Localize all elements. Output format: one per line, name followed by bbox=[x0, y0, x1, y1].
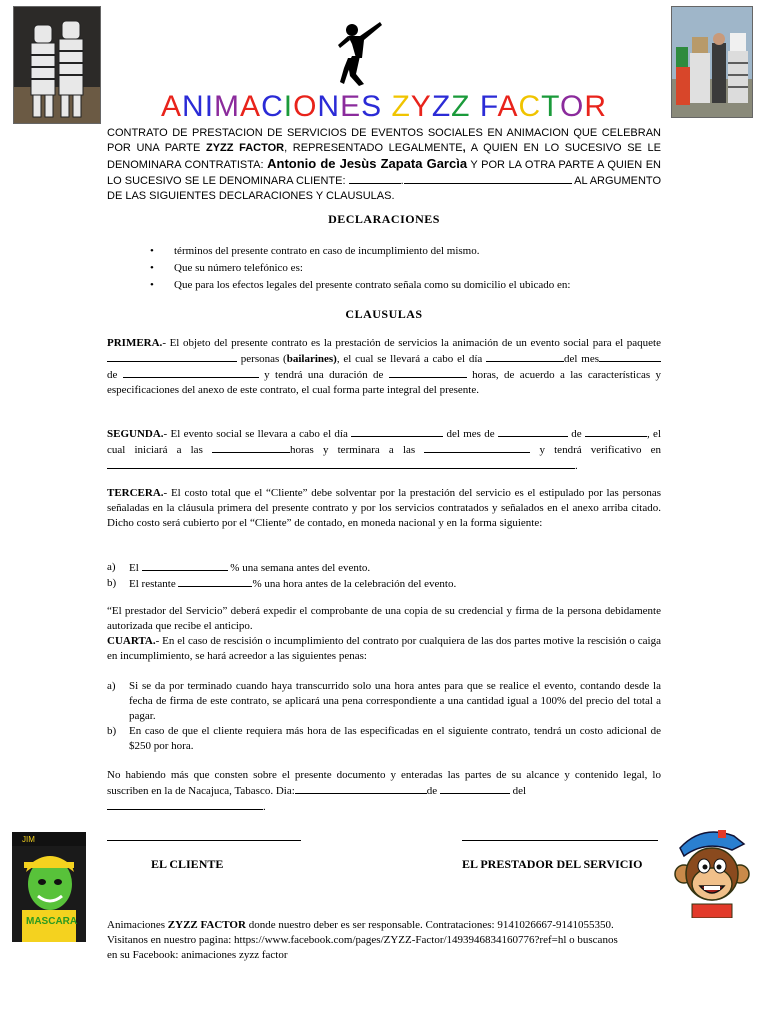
cliente-signature-line[interactable] bbox=[107, 840, 301, 841]
pago-text: % una hora antes de la celebración del evento. bbox=[252, 578, 457, 590]
cierre-text-2: de bbox=[426, 785, 440, 797]
clausula-segunda bbox=[107, 426, 661, 474]
clausula-tercera bbox=[107, 486, 661, 531]
cierre-text-4: . bbox=[263, 801, 266, 813]
primera-text-2: personas ( bbox=[237, 353, 287, 365]
dia-blank[interactable] bbox=[486, 351, 564, 362]
title-letter: I bbox=[204, 90, 215, 123]
hora-fin-blank[interactable] bbox=[424, 442, 530, 453]
title-letter: T bbox=[541, 90, 560, 123]
title-letter: A bbox=[497, 90, 519, 123]
evento-anio-blank[interactable] bbox=[585, 426, 647, 437]
company-title bbox=[0, 90, 768, 124]
title-letter: C bbox=[261, 90, 284, 123]
cliente-signature-label: EL CLIENTE bbox=[151, 857, 224, 871]
penas-list bbox=[107, 679, 661, 754]
primera-label: PRIMERA. bbox=[107, 337, 163, 349]
footer-contact bbox=[107, 918, 627, 963]
prestador-signature-label: EL PRESTADOR DEL SERVICIO bbox=[462, 857, 643, 871]
title-letter: A bbox=[161, 90, 183, 123]
title-letter: E bbox=[340, 90, 362, 123]
primera-text-3: , el cual se llevará a cabo el día bbox=[336, 353, 487, 365]
contractor-name: Antonio de Jesùs Zapata Garcìa bbox=[267, 156, 468, 171]
tercera-label: TERCERA. bbox=[107, 487, 164, 499]
pago-item bbox=[107, 576, 661, 592]
pago-label: b) bbox=[107, 577, 117, 589]
evento-mes-blank[interactable] bbox=[498, 426, 568, 437]
duracion-blank[interactable] bbox=[389, 367, 467, 378]
poster-actor-text: JIM bbox=[22, 835, 35, 844]
contract-intro bbox=[107, 126, 661, 204]
segunda-text-6: y tendrá verificativo en bbox=[530, 444, 661, 456]
pago-item bbox=[107, 560, 661, 576]
mes-blank[interactable] bbox=[599, 351, 661, 362]
pena-text: Si se da por terminado cuando haya transcurrido solo una hora antes para que se realice el evento, contando desde la fecha de firma de este contrato, se aplicará una pena correspondiente a una cantidad igual a 100% del precio del total a pagar. bbox=[129, 680, 661, 722]
title-letter: Z bbox=[431, 90, 452, 123]
title-letter: Z bbox=[391, 90, 411, 123]
footer-text-2: donde nuestro deber es ser responsable. Contrataciones: 9141026667-9141055350. Visitanos en nuestro pagina: https://www.facebook.com/pages/ZYZZ-Factor/1493946834160776?ref=hl o buscanos en su Facebook: animaciones zyzz factor bbox=[107, 919, 618, 961]
primera-text-6: y tendrá una duración de bbox=[258, 369, 389, 381]
tercera-text: - El costo total que el “Cliente” debe solventar por la prestación del servicio es el estipulado por las personas señaladas en la cláusula primera del presente contrato y por los servicios contratados y señalados en el anexo arriba citado. Dicho costo será cubierto por el “Cliente” de contado, en moneda nacional y en la forma siguiente: bbox=[107, 487, 661, 529]
primera-text-7: horas, de acuerdo a las características y especificaciones del anexo de este contrato, el cual forma parte integral del presente. bbox=[107, 369, 661, 396]
poster-title-text: MASCARA bbox=[26, 916, 78, 927]
title-letter: C bbox=[518, 90, 542, 123]
intro-text-1: CONTRATO DE PRESTACION DE SERVICIOS DE EVENTOS SOCIALES EN ANIMACION QUE CELEBRAN POR UNA PARTE bbox=[107, 127, 661, 154]
dancer-silhouette-icon bbox=[330, 18, 386, 88]
title-letter: I bbox=[283, 90, 294, 123]
declaraciones-list bbox=[150, 243, 670, 294]
lugar-blank[interactable] bbox=[107, 458, 575, 469]
cuarta-text: - En el caso de rescisión o incumplimiento del contrato por cualquiera de las dos partes motive la rescisión o caiga en incumplimiento, se hará acreedor a las siguientes penas: bbox=[107, 635, 661, 662]
client-name-blank-1[interactable] bbox=[349, 173, 401, 184]
client-name-blank-2[interactable] bbox=[404, 173, 572, 184]
cierre-paragraph bbox=[107, 768, 661, 815]
intro-text-2: , REPRESENTADO LEGALMENTE bbox=[284, 142, 463, 154]
title-letter: N bbox=[317, 90, 341, 123]
mask-movie-poster-image bbox=[12, 832, 86, 942]
declaracion-item: • Que su número telefónico es: bbox=[150, 260, 670, 277]
clausula-primera bbox=[107, 336, 661, 398]
bailarines-label: bailarines) bbox=[286, 353, 337, 365]
intro-text-4: Y POR LA OTRA PARTE A QUIEN EN LO SUCESIVO SE LE DENOMINARA CLIENTE: bbox=[107, 159, 661, 187]
title-letter: M bbox=[214, 90, 241, 123]
pagos-list bbox=[107, 560, 661, 592]
cierre-text-3: del bbox=[509, 785, 527, 797]
cuarta-label: CUARTA. bbox=[107, 635, 156, 647]
evento-dia-blank[interactable] bbox=[351, 426, 443, 437]
firma-mes-blank[interactable] bbox=[440, 783, 510, 794]
declaracion-item: • Que para los efectos legales del presente contrato señala como su domicilio el ubicado en: bbox=[150, 277, 670, 294]
prestador-signature-line[interactable] bbox=[462, 840, 658, 841]
title-letter: R bbox=[584, 90, 607, 123]
title-letter: Z bbox=[451, 90, 471, 123]
paquete-blank[interactable] bbox=[107, 351, 237, 362]
intro-blank-separator: . bbox=[400, 175, 404, 187]
title-letter: N bbox=[182, 90, 205, 123]
pago-text: El bbox=[129, 562, 142, 574]
segunda-text-1: - El evento social se llevara a cabo el día bbox=[163, 428, 352, 440]
clausulas-heading: CLAUSULAS bbox=[345, 307, 423, 321]
segunda-text-2: del mes de bbox=[443, 428, 498, 440]
segunda-label: SEGUNDA. bbox=[107, 428, 164, 440]
restante-porcentaje-blank[interactable] bbox=[178, 576, 252, 587]
title-letter: O bbox=[559, 90, 585, 123]
pena-item bbox=[107, 724, 661, 754]
pena-label: b) bbox=[107, 725, 117, 737]
anio-blank[interactable] bbox=[123, 367, 259, 378]
cierre-text-1: No habiendo más que consten sobre el presente documento y enteradas las partes de su alcance y contenido legal, lo suscriben en la de Nacajuca, Tabasco. Dia: bbox=[107, 769, 661, 797]
pago-text: El restante bbox=[129, 578, 179, 590]
hora-inicio-blank[interactable] bbox=[212, 442, 290, 453]
prestador-clause bbox=[107, 604, 661, 664]
primera-text-1: - El objeto del presente contrato es la prestación de servicios la animación de un evento social para el paquete bbox=[162, 337, 661, 349]
primera-text-5: de bbox=[107, 369, 123, 381]
intro-brand: ZYZZ FACTOR bbox=[205, 142, 285, 154]
intro-comma: , bbox=[462, 142, 466, 154]
title-letter: O bbox=[293, 90, 318, 123]
pena-text: En caso de que el cliente requiera más hora de las especificadas en el siguiente contrato, tendrá un costo adicional de $250 por hora. bbox=[129, 725, 661, 752]
pena-label: a) bbox=[107, 680, 116, 692]
title-letter bbox=[470, 90, 479, 123]
pago-label: a) bbox=[107, 561, 116, 573]
segunda-text-5: horas y terminara a las bbox=[290, 444, 425, 456]
intro-text-5: AL ARGUMENTO DE LAS SIGUIENTES DECLARACIONES Y CLAUSULAS. bbox=[107, 175, 662, 202]
declaracion-item: • términos del presente contrato en caso de incumplimiento del mismo. bbox=[150, 243, 670, 260]
title-letter: F bbox=[479, 90, 498, 123]
cartoon-monkey-mascot bbox=[672, 822, 752, 918]
cartoon-monkey-icon bbox=[672, 822, 752, 918]
segunda-text-3: de bbox=[567, 428, 585, 440]
title-letter: S bbox=[361, 90, 383, 123]
mask-movie-poster bbox=[12, 832, 86, 942]
title-letter: Y bbox=[410, 90, 432, 123]
intro-text-3: A QUIEN EN LO SUCESIVO SE LE DENOMINARA CONTRATISTA: bbox=[107, 142, 661, 171]
declaraciones-heading: DECLARACIONES bbox=[328, 212, 440, 226]
title-letter: A bbox=[240, 90, 262, 123]
anticipo-porcentaje-blank[interactable] bbox=[142, 560, 228, 571]
firma-anio-blank[interactable] bbox=[107, 799, 263, 810]
prestador-text: “El prestador del Servicio” deberá expedir el comprobante de una copia de su credencial y firma de la persona debidamente autorizada que recibe el anticipo. bbox=[107, 605, 661, 632]
pago-text: % una semana antes del evento. bbox=[227, 562, 371, 574]
primera-text-4: del mes bbox=[564, 353, 599, 365]
footer-brand: ZYZZ FACTOR bbox=[167, 919, 246, 931]
firma-dia-blank[interactable] bbox=[295, 783, 427, 794]
dancer-silhouette-logo bbox=[330, 18, 386, 88]
footer-text-1: Animaciones bbox=[107, 919, 168, 931]
pena-item bbox=[107, 679, 661, 724]
segunda-text-7: . bbox=[575, 460, 578, 472]
segunda-text-4: , el cual iniciará a las bbox=[107, 428, 661, 456]
